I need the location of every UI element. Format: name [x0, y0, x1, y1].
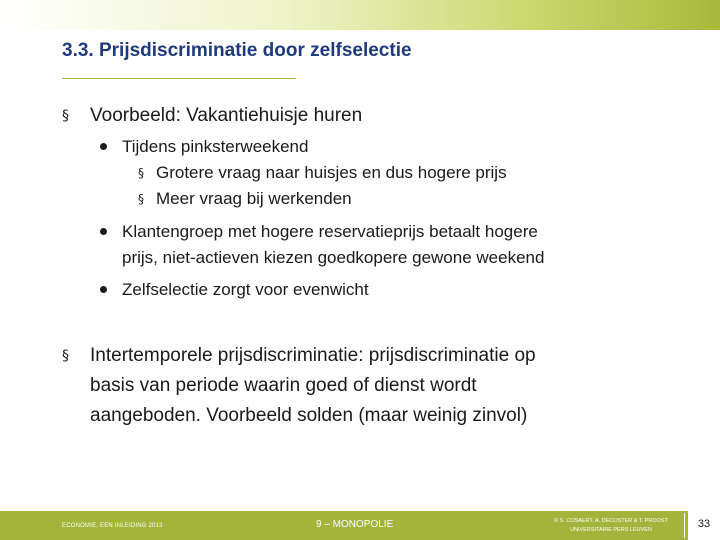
- bullet-text-line3: aangeboden. Voorbeeld solden (maar weinig zinvol): [90, 405, 528, 426]
- square-bullet-icon: §: [62, 348, 69, 364]
- slide-title: 3.3. Prijsdiscriminatie door zelfselectie: [62, 40, 412, 61]
- bullet-text-line1: Intertemporele prijsdiscriminatie: prijsdiscriminatie op: [90, 345, 536, 366]
- sub-bullet-text-line1: Klantengroep met hogere reservatieprijs betaalt hogere: [122, 222, 538, 241]
- page-number: 33: [688, 511, 720, 540]
- bullet-text: Voorbeeld: Vakantiehuisje huren: [90, 105, 363, 126]
- bullet-text-line2: basis van periode waarin goed of dienst wordt: [90, 375, 477, 396]
- sub-bullet-text: Tijdens pinksterweekend: [122, 137, 309, 156]
- top-gradient-band: [0, 0, 720, 30]
- sub-sub-bullet-text: Meer vraag bij werkenden: [156, 189, 352, 208]
- footer-separator: [684, 513, 685, 538]
- square-bullet-icon: §: [138, 192, 144, 206]
- square-bullet-icon: §: [62, 108, 69, 124]
- round-bullet-icon: [100, 286, 107, 293]
- round-bullet-icon: [100, 143, 107, 150]
- sub-sub-bullet-text: Grotere vraag naar huisjes en dus hogere prijs: [156, 163, 507, 182]
- footer-copyright-line1: © S. COSAERT, A. DECOSTER & T. PROOST: [554, 518, 668, 524]
- footer-bar: [0, 511, 720, 540]
- sub-bullet-text: Zelfselectie zorgt voor evenwicht: [122, 280, 369, 299]
- footer-course-title: ECONOMIE, EEN INLEIDING 2013: [62, 523, 163, 529]
- title-underline: [62, 78, 296, 79]
- square-bullet-icon: §: [138, 166, 144, 180]
- footer-chapter: 9 – MONOPOLIE: [316, 519, 394, 530]
- footer-copyright-line2: UNIVERSITAIRE PERS LEUVEN: [570, 527, 652, 533]
- sub-bullet-text-line2: prijs, niet-actieven kiezen goedkopere gewone weekend: [122, 248, 545, 267]
- footer-copyright: [536, 517, 686, 535]
- round-bullet-icon: [100, 228, 107, 235]
